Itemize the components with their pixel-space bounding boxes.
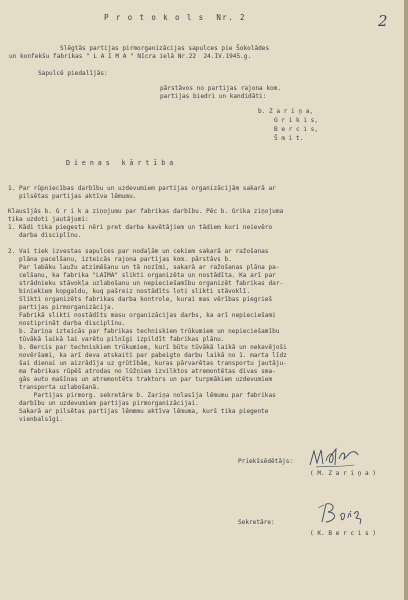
member-name: Š m i t.	[274, 135, 304, 142]
secretary-label: Sekretāre:	[238, 519, 275, 526]
member-name: B e r c i s,	[274, 126, 319, 133]
paragraph-line: Par labāku laužu atzimēšanu un tā nozīmi, sakarā ar ražošanas plāna pa-	[8, 264, 280, 271]
paragraph-line: 2. Vai tiek izvestas sapulces par nodaļām un cekiem sakarā ar ražošanas	[8, 248, 269, 255]
header-line: un konfekšu fabrikas " L A I M A " Nīcra ielā Nr.22 24.IV.1945.g.	[9, 53, 252, 60]
paragraph-line: vienbalsīgi.	[8, 416, 64, 423]
paragraph-line: novēršami, ka arī deva atskaiti par pabeigto darbu laikā no 1. marta līdz	[8, 352, 287, 359]
paragraph-line: partijas pirmorganizācija.	[8, 304, 115, 311]
header-line: Slēgtās partijas pirmorganizācijas sapulces pie Šokolādes	[60, 45, 270, 52]
paragraph-line: b. Bercis par techniskiem trūkumiem, kurī būtu tūvākā laikā un nekavējoši	[8, 344, 287, 351]
attendees-line: pārstāvos no partijas rajona kom.	[160, 85, 282, 92]
chair-name: ( M. Z a r i ņ a )	[310, 470, 377, 477]
paragraph-line: šai dienai un aizrādīja uz grūtībām, kuras pārvarētas transportu jautāju-	[8, 360, 287, 367]
paragraph-line: Klausījās b. G r i k a ziņojumu par fabrikas darbību. Pēc b. Grika ziņojuma	[8, 208, 284, 215]
paragraph-line: transporta uzlabošanā.	[8, 384, 100, 391]
paragraph-line: b. Zariņa izteicās par fabrikas techniskiem trūkumiem un nepieciešamību	[8, 328, 280, 335]
member-name: b. Z a r i ņ a,	[258, 108, 314, 115]
chair-label: Priekšsēdētājs:	[238, 458, 294, 465]
attendees-label: Sapulcē piedalījās:	[38, 70, 108, 77]
attendees-line: partijas biedri un kandidāti:	[160, 93, 267, 100]
paragraph-line: darba disciplīnu.	[8, 232, 82, 239]
paragraph-line: Slikti organizēts fabrikas darba kontrole, kurai mas vērības piegrieš	[8, 296, 273, 303]
agenda-title: D i e n a s k ā r t ī b a	[66, 159, 174, 167]
agenda-item: 1. Par rūpniecības darbību un uzdevumiem partijas organizācijām sakarā ar	[8, 185, 276, 192]
protocol-title: P r o t o k o l s Nr. 2	[104, 13, 246, 22]
paragraph-line: tūvākā laikā lai varētu pilnīgi izpildīt fabrikas plānu.	[8, 336, 225, 343]
paragraph-line: 1. Kādi tika piegesti nēri pret darba kavētājiem un tādiem kuri neievēro	[8, 224, 273, 231]
paragraph-line: celšanu, ka fabrika "LAIMA" slikti organizēta un nostādīta. Ka arī par	[8, 272, 276, 279]
paragraph-line: Partijas pirmorg. sekretāre b. Zariņa nolasīja lēmumu par fabrikas	[8, 392, 276, 399]
paragraph-line: tika uzdoti jautājumi:	[8, 216, 89, 223]
member-name: G r i k i s,	[274, 117, 319, 124]
agenda-item: pilsētas partijas aktīva lēmumu.	[8, 193, 137, 200]
paragraph-line: Sakarā ar pilsētas partijas lēmmmu aktīva lēmuma, kurš tika piegente	[8, 408, 269, 415]
paragraph-line: nostiprināt darba disciplīnu.	[8, 320, 126, 327]
paper-edge	[404, 0, 408, 600]
paragraph-line: gās auto mašīnas un atremontēts traktors un par turpmākiem uzdevumiem	[8, 376, 273, 383]
paragraph-line: Fabrikā slikti nostādīts masu organizācijas darbs, ka arī nepieciešami	[8, 312, 276, 319]
chair-signature	[306, 445, 368, 469]
paragraph-line: ma fabrikas rūpēš atrodas no lūžņiem izvilktos atremontētas divas sma-	[8, 368, 276, 375]
paragraph-line: strādnieku stāvokļa uzlabošanu un nepieciešamību organizēt fabrikas dar-	[8, 280, 284, 287]
paragraph-line: plāna pacelšanu, izteicās rajona partijas kom. pārstāvs b.	[8, 256, 232, 263]
paragraph-line: darbību un uzdevumiem partijas pirmorganizācijai.	[8, 400, 199, 407]
secretary-name: ( K. B e r c i s )	[310, 530, 377, 537]
page-number: 2	[378, 12, 388, 30]
secretary-signature	[316, 500, 372, 526]
paragraph-line: biniekiem kopgaldu, kuq pašreiz nostādīts loti slikti stāvoklī.	[8, 288, 251, 295]
